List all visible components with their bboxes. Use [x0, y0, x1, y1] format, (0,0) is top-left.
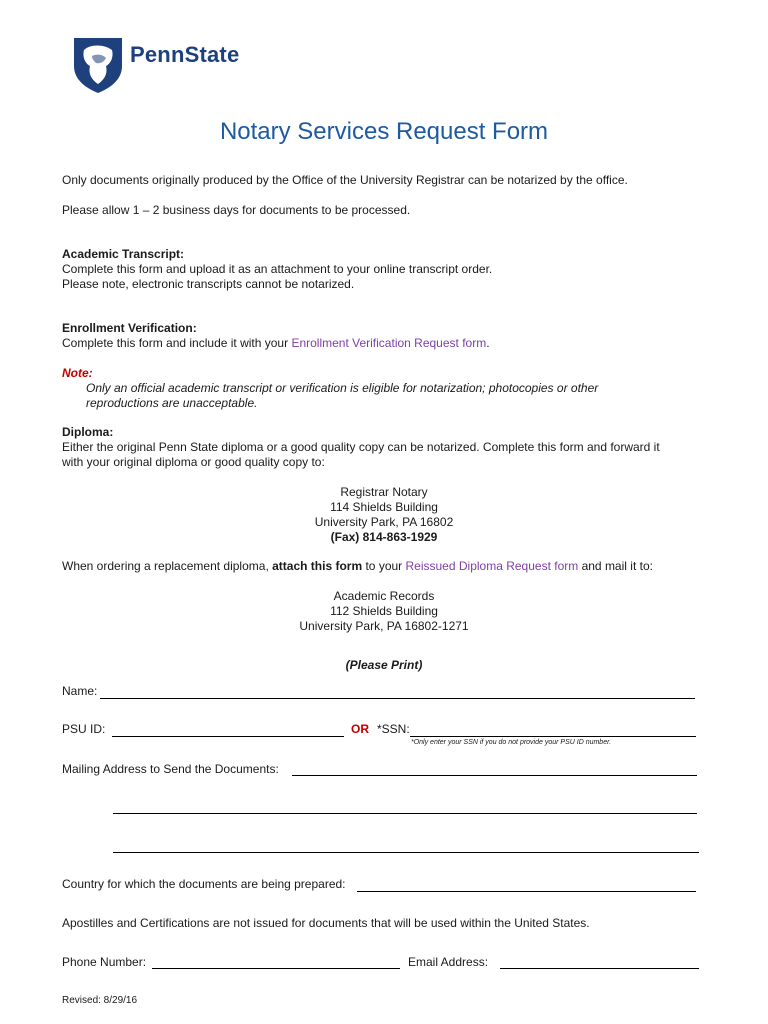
country-field[interactable]	[357, 891, 696, 892]
email-field[interactable]	[500, 968, 699, 969]
replacement-text	[62, 559, 653, 574]
name-field[interactable]	[100, 698, 695, 699]
notary-address-line-3: University Park, PA 16802	[314, 515, 454, 529]
enrollment-text	[62, 336, 490, 351]
phone-field[interactable]	[152, 968, 400, 969]
notary-fax: (Fax) 814-863-1929	[330, 530, 438, 544]
ssn-note: *Only enter your SSN if you do not provide your PSU ID number.	[411, 739, 612, 746]
apostille-note: Apostilles and Certifications are not issued for documents that will be used within the United States.	[62, 916, 590, 930]
ssn-label: *SSN:	[377, 722, 410, 736]
transcript-line-1: Complete this form and upload it as an attachment to your online transcript order.	[62, 262, 493, 276]
records-address-line-3: University Park, PA 16802-1271	[299, 619, 469, 633]
page-title: Notary Services Request Form	[219, 118, 549, 145]
please-print: (Please Print)	[345, 658, 423, 672]
enrollment-verification-link[interactable]: Enrollment Verification Request form	[291, 336, 487, 350]
mailing-address-field-3[interactable]	[113, 852, 699, 853]
name-label: Name:	[62, 684, 98, 698]
records-address-line-2: 112 Shields Building	[330, 604, 438, 618]
records-address-line-1: Academic Records	[333, 589, 435, 603]
phone-label: Phone Number:	[62, 955, 147, 969]
intro-line-1: Only documents originally produced by the Office of the University Registrar can be notarized by the office.	[62, 173, 628, 187]
enrollment-text-after: .	[486, 336, 490, 350]
mailing-address-label: Mailing Address to Send the Documents:	[62, 762, 279, 776]
reissued-diploma-link[interactable]: Reissued Diploma Request form	[405, 559, 579, 573]
or-label: OR	[351, 722, 369, 736]
diploma-line-2: with your original diploma or good quality copy to:	[62, 455, 325, 469]
transcript-heading: Academic Transcript:	[62, 247, 185, 261]
psu-id-label: PSU ID:	[62, 722, 106, 736]
replacement-text-1: When ordering a replacement diploma,	[62, 559, 273, 573]
mailing-address-field-2[interactable]	[113, 813, 697, 814]
replacement-text-2: to your	[362, 559, 406, 573]
transcript-line-2: Please note, electronic transcripts cannot be notarized.	[62, 277, 355, 291]
diploma-heading: Diploma:	[62, 425, 114, 439]
enrollment-heading: Enrollment Verification:	[62, 321, 197, 335]
country-label: Country for which the documents are being prepared:	[62, 877, 346, 891]
psu-id-field[interactable]	[112, 736, 344, 737]
email-label: Email Address:	[408, 955, 489, 969]
replacement-bold: attach this form	[272, 559, 363, 573]
note-label: Note:	[62, 366, 93, 380]
notary-address-line-2: 114 Shields Building	[330, 500, 438, 514]
note-line-1: Only an official academic transcript or verification is eligible for notarization; photocopies or other	[86, 381, 599, 395]
penn-state-wordmark: PennState	[130, 42, 240, 67]
intro-line-2: Please allow 1 – 2 business days for documents to be processed.	[62, 203, 411, 217]
replacement-text-3: and mail it to:	[578, 559, 653, 573]
mailing-address-field-1[interactable]	[292, 775, 697, 776]
diploma-line-1: Either the original Penn State diploma or a good quality copy can be notarized. Complete this form and forward it	[62, 440, 660, 454]
ssn-field[interactable]	[410, 736, 696, 737]
note-line-2: reproductions are unacceptable.	[86, 396, 258, 410]
nittany-lion-shield-icon	[72, 36, 124, 94]
enrollment-text-before: Complete this form and include it with your	[62, 336, 292, 350]
notary-address-line-1: Registrar Notary	[340, 485, 428, 499]
revised-date: Revised: 8/29/16	[62, 995, 138, 1006]
